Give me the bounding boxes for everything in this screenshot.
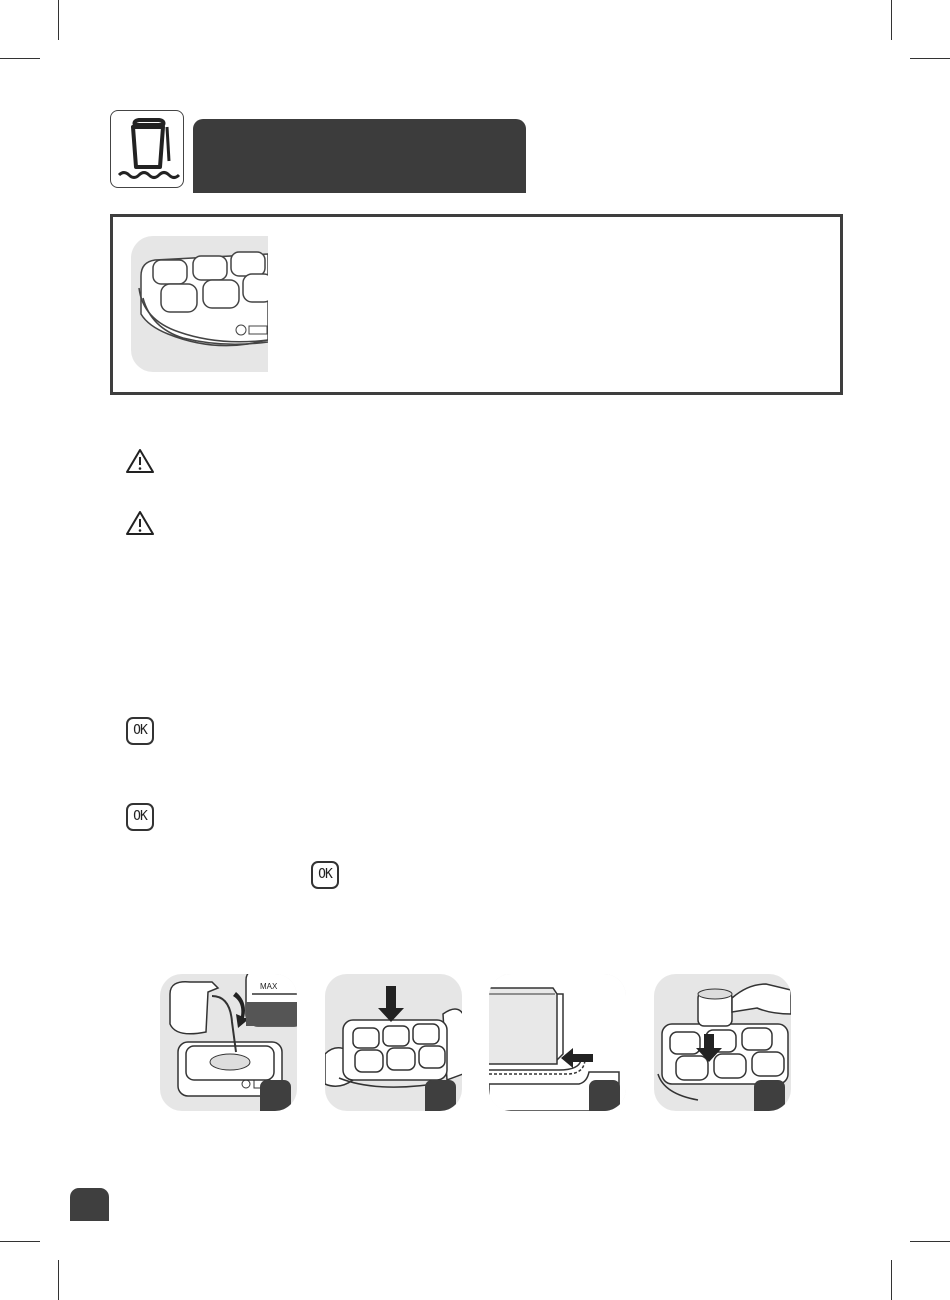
max-label: MAX — [260, 982, 278, 991]
ok-button-symbol: OK — [126, 803, 154, 831]
ok-button-symbol: OK — [311, 861, 339, 889]
crop-mark — [910, 1241, 950, 1242]
step-3-align-tray-image — [489, 974, 626, 1111]
crop-mark — [58, 1260, 59, 1300]
step-2-place-tray-image — [325, 974, 462, 1111]
crop-mark — [891, 1260, 892, 1300]
warning-triangle-icon — [125, 448, 155, 474]
crop-mark — [58, 0, 59, 40]
page-number-tab — [70, 1188, 109, 1221]
step-number-badge — [754, 1080, 785, 1111]
ok-button-symbol: OK — [126, 717, 154, 745]
crop-mark — [910, 58, 950, 59]
crop-mark — [0, 58, 40, 59]
crop-mark — [891, 0, 892, 40]
step-number-badge — [589, 1080, 620, 1111]
step-number-badge — [260, 1080, 291, 1111]
crop-mark — [0, 1241, 40, 1242]
yogurt-maker-image — [131, 236, 268, 372]
section-title-bar — [193, 119, 526, 193]
step-4-insert-jars-image — [654, 974, 791, 1111]
yogurt-jar-in-water-icon — [110, 110, 184, 188]
step-1-pour-water-image — [160, 974, 297, 1111]
step-number-badge — [425, 1080, 456, 1111]
warning-triangle-icon — [125, 510, 155, 536]
